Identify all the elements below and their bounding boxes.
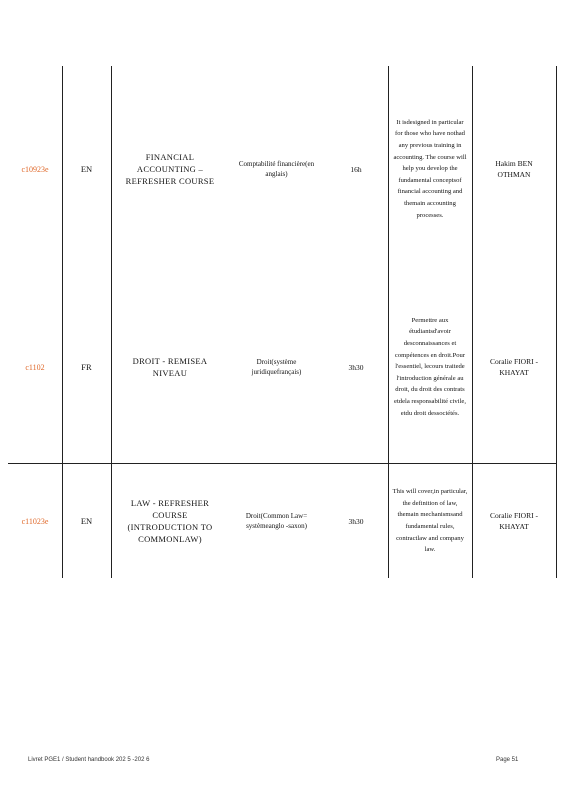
course-language: FR [81, 362, 92, 372]
course-hours: 16h [350, 164, 362, 174]
course-description: Permettre aux étudiantsd'avoir desconnaissances et compétences en droit.Pour l'essentiel, lecours traitede l'introduction générale au droit, du droit des contrats etdela responsabilité civile, etdu droit dessociétés. [394, 316, 466, 417]
course-code: c11023e [21, 516, 49, 526]
course-hours: 3h30 [348, 362, 364, 372]
course-code: c10923e [21, 164, 49, 174]
footer-handbook-label: Livret PGE1 / Student handbook 202 5 -202 6 [28, 757, 150, 763]
course-hours: 3h30 [348, 516, 364, 526]
course-language: EN [80, 164, 93, 174]
course-title-french: Droit(Common Law= systèmeanglo -saxon) [245, 512, 308, 530]
course-teacher: Coralie FIORI - KHAYAT [490, 511, 538, 531]
course-title-french: Comptabilité financière(en anglais) [238, 160, 315, 178]
course-code: c1102 [25, 362, 45, 372]
course-teacher: Coralie FIORI - KHAYAT [490, 357, 538, 377]
course-language: EN [80, 516, 93, 526]
course-description: It isdesigned in particular for those who have nothad any previous training in accounting. The course will help you develop the fundamental conceptsof financial accounting and themain accounting processes. [393, 118, 467, 219]
course-title: LAW - REFRESHER COURSE (INTRODUCTION TO COMMONLAW) [127, 498, 213, 544]
course-description: This will cover,in particular, the definition of law, themain mechanismsand fundamental rules, contractlaw and company law. [392, 488, 468, 554]
course-title: FINANCIAL ACCOUNTING – REFRESHER COURSE [125, 152, 215, 186]
course-title: DROIT - REMISEA NIVEAU [132, 356, 208, 378]
course-title-french: Droit(système juridiquefrançais) [251, 358, 302, 376]
course-teacher: Hakim BEN OTHMAN [495, 159, 533, 179]
footer-page-number: Page 51 [496, 757, 519, 763]
table-border-right [556, 66, 557, 578]
